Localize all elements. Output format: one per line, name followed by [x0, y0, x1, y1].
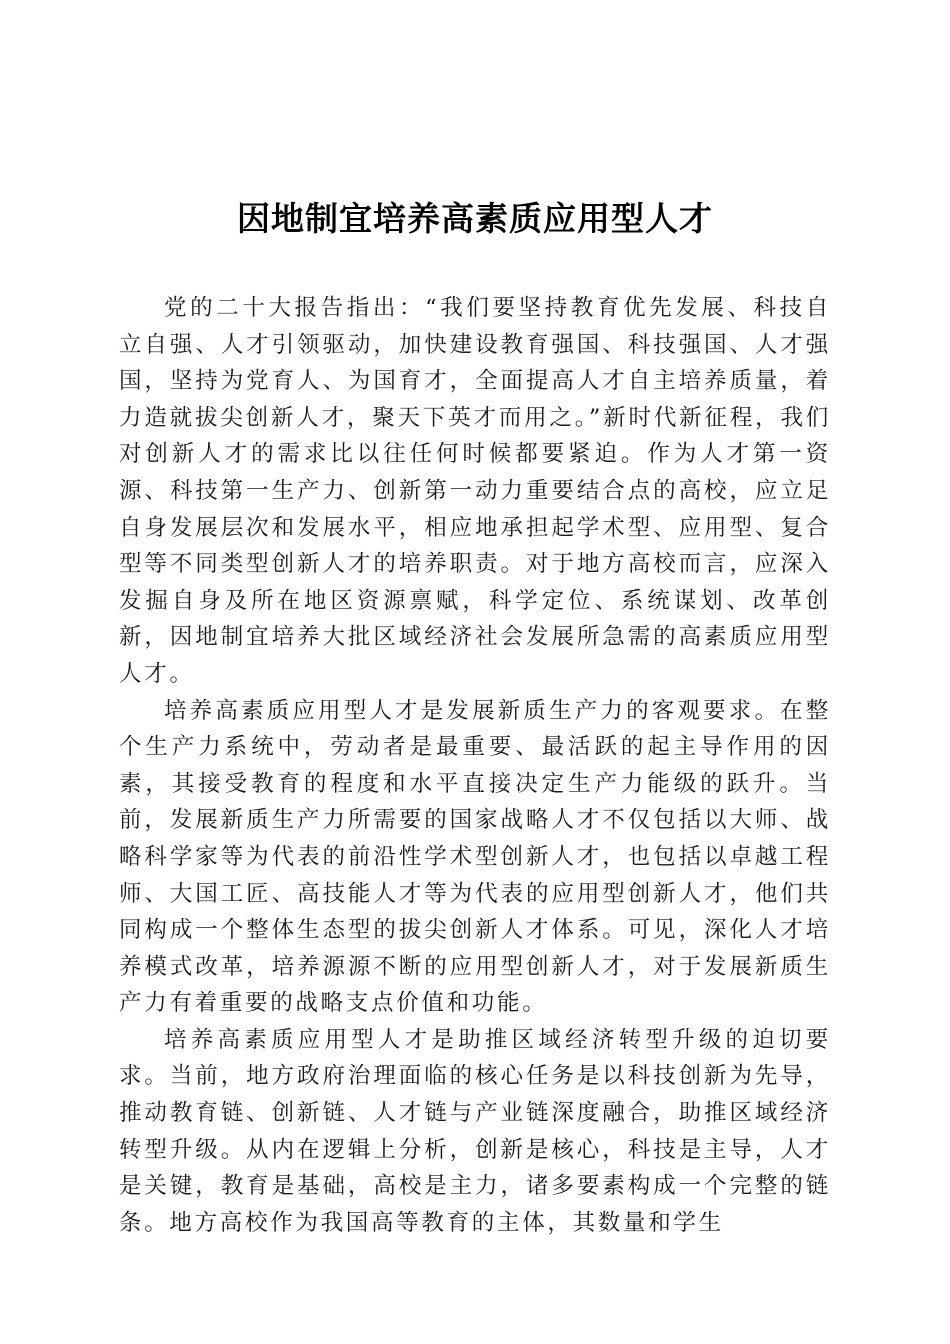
paragraph-2: 培养高素质应用型人才是发展新质生产力的客观要求。在整个生产力系统中，劳动者是最重要、最活跃的起主导作用的因素，其接受教育的程度和水平直接决定生产力能级的跃升。当前，发展新质生产力所需要的国家战略人才不仅包括以大师、战略科学家等为代表的前沿性学术型创新人才，也包括以卓越工程师、大国工匠、高技能人才等为代表的应用型创新人才，他们共同构成一个整体生态型的拔尖创新人才体系。可见，深化人才培养模式改革，培养源源不断的应用型创新人才，对于发展新质生产力有着重要的战略支点价值和功能。	[119, 697, 831, 1017]
document-title: 因地制宜培养高素质应用型人才	[237, 199, 713, 238]
paragraph-3: 培养高素质应用型人才是助推区域经济转型升级的迫切要求。当前，地方政府治理面临的核心任务是以科技创新为先导，推动教育链、创新链、人才链与产业链深度融合，助推区域经济转型升级。从内在逻辑上分析，创新是核心，科技是主导，人才是关键，教育是基础，高校是主力，诸多要素构成一个完整的链条。地方高校作为我国高等教育的主体，其数量和学生	[119, 1026, 831, 1236]
paragraph-1: 党的二十大报告指出：“我们要坚持教育优先发展、科技自立自强、人才引领驱动，加快建设教育强国、科技强国、人才强国，坚持为党育人、为国育才，全面提高人才自主培养质量，着力造就拔尖创新人才，聚天下英才而用之。”新时代新征程，我们对创新人才的需求比以往任何时候都要紧迫。作为人才第一资源、科技第一生产力、创新第一动力重要结合点的高校，应立足自身发展层次和发展水平，相应地承担起学术型、应用型、复合型等不同类型创新人才的培养职责。对于地方高校而言，应深入发掘自身及所在地区资源禀赋，科学定位、系统谋划、改革创新，因地制宜培养大批区域经济社会发展所急需的高素质应用型人才。	[119, 295, 831, 687]
document-body	[119, 290, 831, 1241]
